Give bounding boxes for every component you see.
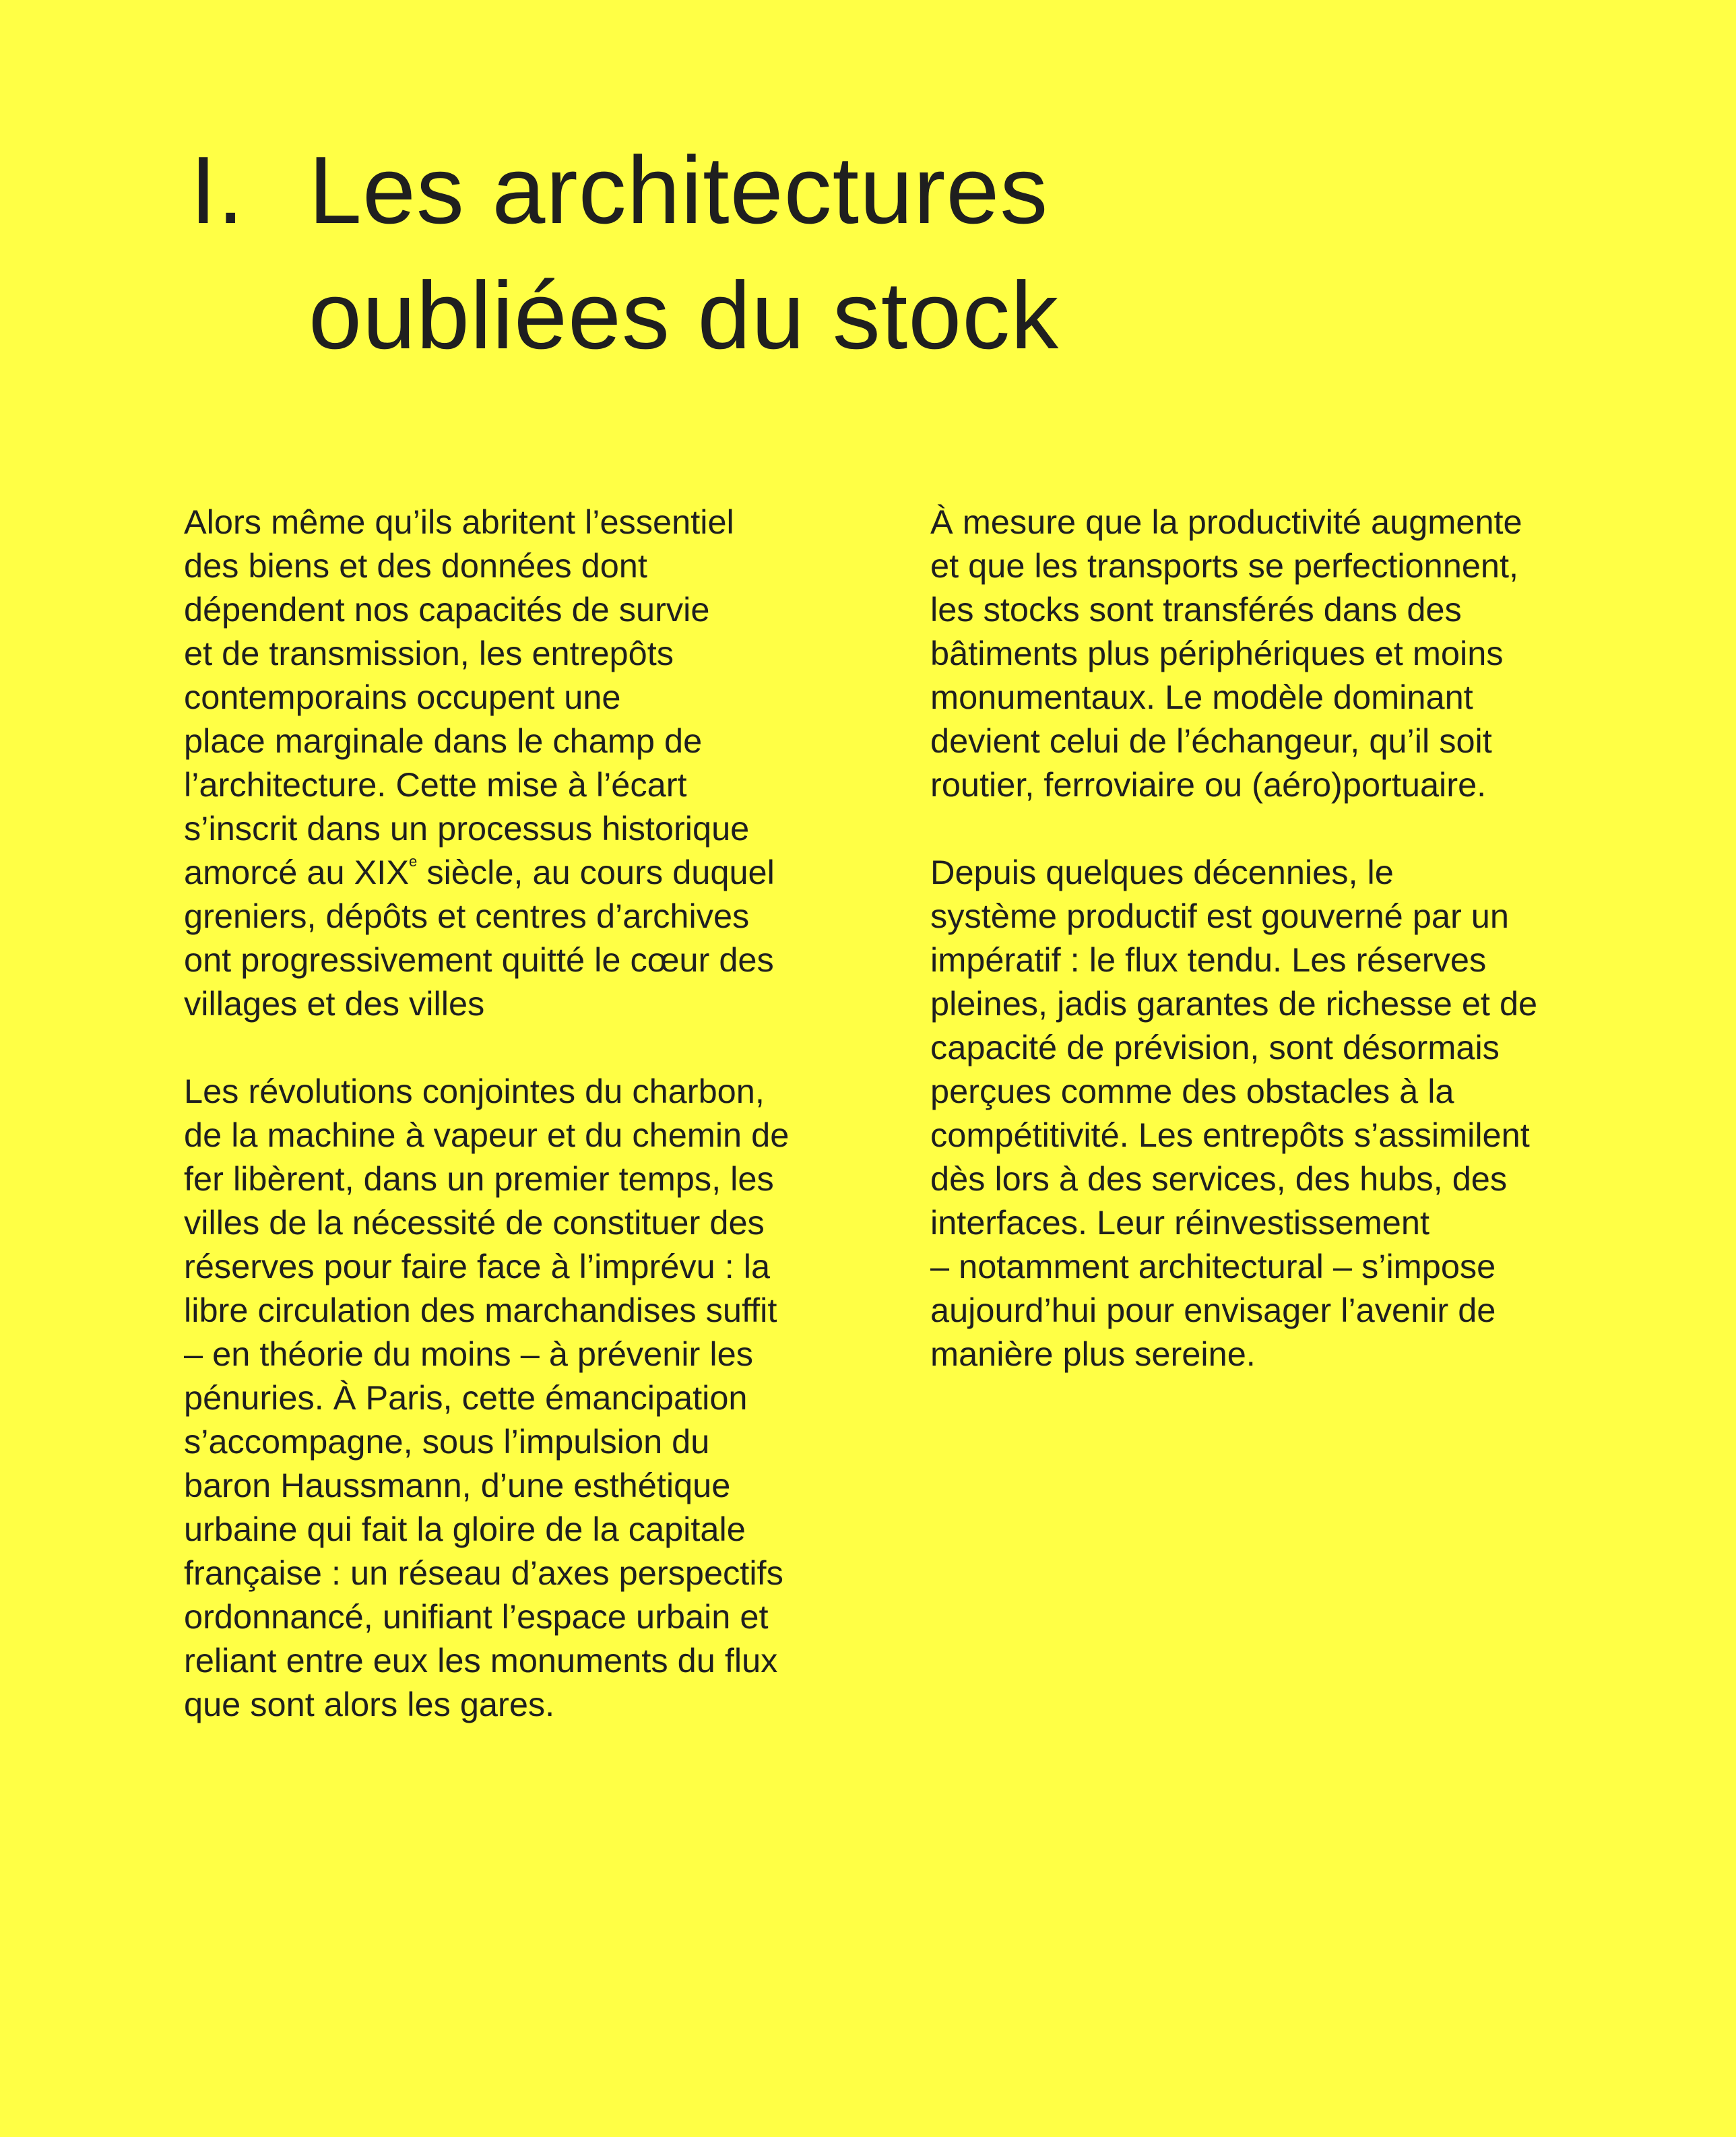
- text-line: – notamment architectural – s’impose: [930, 1247, 1496, 1285]
- text-line: et que les transports se perfectionnent,: [930, 546, 1519, 585]
- chapter-title-text-2: oubliées du stock: [309, 262, 1060, 369]
- text-line: s’inscrit dans un processus historique: [184, 809, 750, 848]
- right-column: [930, 500, 1692, 1420]
- text-line-century: [184, 850, 898, 894]
- text-line: impératif : le flux tendu. Les réserves: [930, 940, 1487, 979]
- text-line: que sont alors les gares.: [184, 1685, 555, 1723]
- text-line: villes de la nécessité de constituer des: [184, 1203, 765, 1242]
- text-line: dépendent nos capacités de survie: [184, 590, 710, 629]
- text-line: dès lors à des services, des hubs, des: [930, 1159, 1508, 1198]
- text-line: et de transmission, les entrepôts: [184, 634, 674, 672]
- text-line: routier, ferroviaire ou (aéro)portuaire.: [930, 765, 1487, 804]
- text-line: réserves pour faire face à l’imprévu : la: [184, 1247, 771, 1285]
- text-line: des biens et des données dont: [184, 546, 647, 585]
- text-line: urbaine qui fait la gloire de la capitale: [184, 1510, 746, 1548]
- left-column: [184, 500, 898, 1770]
- text-line: française : un réseau d’axes perspectifs: [184, 1554, 783, 1592]
- chapter-title-line-1: [190, 128, 1537, 253]
- text-line: fer libèrent, dans un premier temps, les: [184, 1159, 774, 1198]
- text-line: système productif est gouverné par un: [930, 897, 1509, 935]
- text-line: devient celui de l’échangeur, qu’il soit: [930, 722, 1492, 760]
- century-prefix: amorcé au XIX: [184, 853, 410, 891]
- text-line: s’accompagne, sous l’impulsion du: [184, 1422, 710, 1461]
- text-line: À mesure que la productivité augmente: [930, 503, 1522, 541]
- text-line: interfaces. Leur réinvestissement: [930, 1203, 1430, 1242]
- text-line: ont progressivement quitté le cœur des: [184, 940, 774, 979]
- text-line: reliant entre eux les monuments du flux: [184, 1641, 778, 1680]
- text-line: les stocks sont transférés dans des: [930, 590, 1462, 629]
- text-line: de la machine à vapeur et du chemin de: [184, 1116, 790, 1154]
- text-line: Alors même qu’ils abritent l’essentiel: [184, 503, 734, 541]
- text-line: Les révolutions conjointes du charbon,: [184, 1072, 765, 1110]
- text-line: l’architecture. Cette mise à l’écart: [184, 765, 687, 804]
- text-line: capacité de prévision, sont désormais: [930, 1028, 1500, 1066]
- century-suffix: siècle, au cours duquel: [426, 853, 775, 891]
- text-line: greniers, dépôts et centres d’archives: [184, 897, 750, 935]
- right-paragraph-2: [930, 850, 1692, 1376]
- text-line: manière plus sereine.: [930, 1335, 1256, 1373]
- text-line: monumentaux. Le modèle dominant: [930, 678, 1473, 716]
- left-paragraph-1: [184, 500, 898, 1025]
- text-line: bâtiments plus périphériques et moins: [930, 634, 1504, 672]
- text-line: pleines, jadis garantes de richesse et de: [930, 984, 1538, 1023]
- chapter-title-line-2: [190, 253, 1537, 379]
- text-line: place marginale dans le champ de: [184, 722, 703, 760]
- left-paragraph-2: [184, 1069, 898, 1726]
- text-line: contemporains occupent une: [184, 678, 621, 716]
- chapter-title: [190, 128, 1537, 379]
- text-line: compétitivité. Les entrepôts s’assimilent: [930, 1116, 1530, 1154]
- text-line: baron Haussmann, d’une esthétique: [184, 1466, 731, 1504]
- text-line: libre circulation des marchandises suffit: [184, 1291, 777, 1329]
- text-line: aujourd’hui pour envisager l’avenir de: [930, 1291, 1496, 1329]
- century-superscript: e: [409, 853, 418, 870]
- text-line: perçues comme des obstacles à la: [930, 1072, 1454, 1110]
- text-line: pénuries. À Paris, cette émancipation: [184, 1378, 748, 1417]
- text-line: ordonnancé, unifiant l’espace urbain et: [184, 1597, 769, 1636]
- text-line: villages et des villes: [184, 984, 485, 1023]
- right-paragraph-1: [930, 500, 1692, 806]
- chapter-title-text-1: Les architectures: [309, 137, 1049, 244]
- chapter-number: I.: [190, 137, 245, 244]
- text-line: – en théorie du moins – à prévenir les: [184, 1335, 753, 1373]
- text-line: Depuis quelques décennies, le: [930, 853, 1394, 891]
